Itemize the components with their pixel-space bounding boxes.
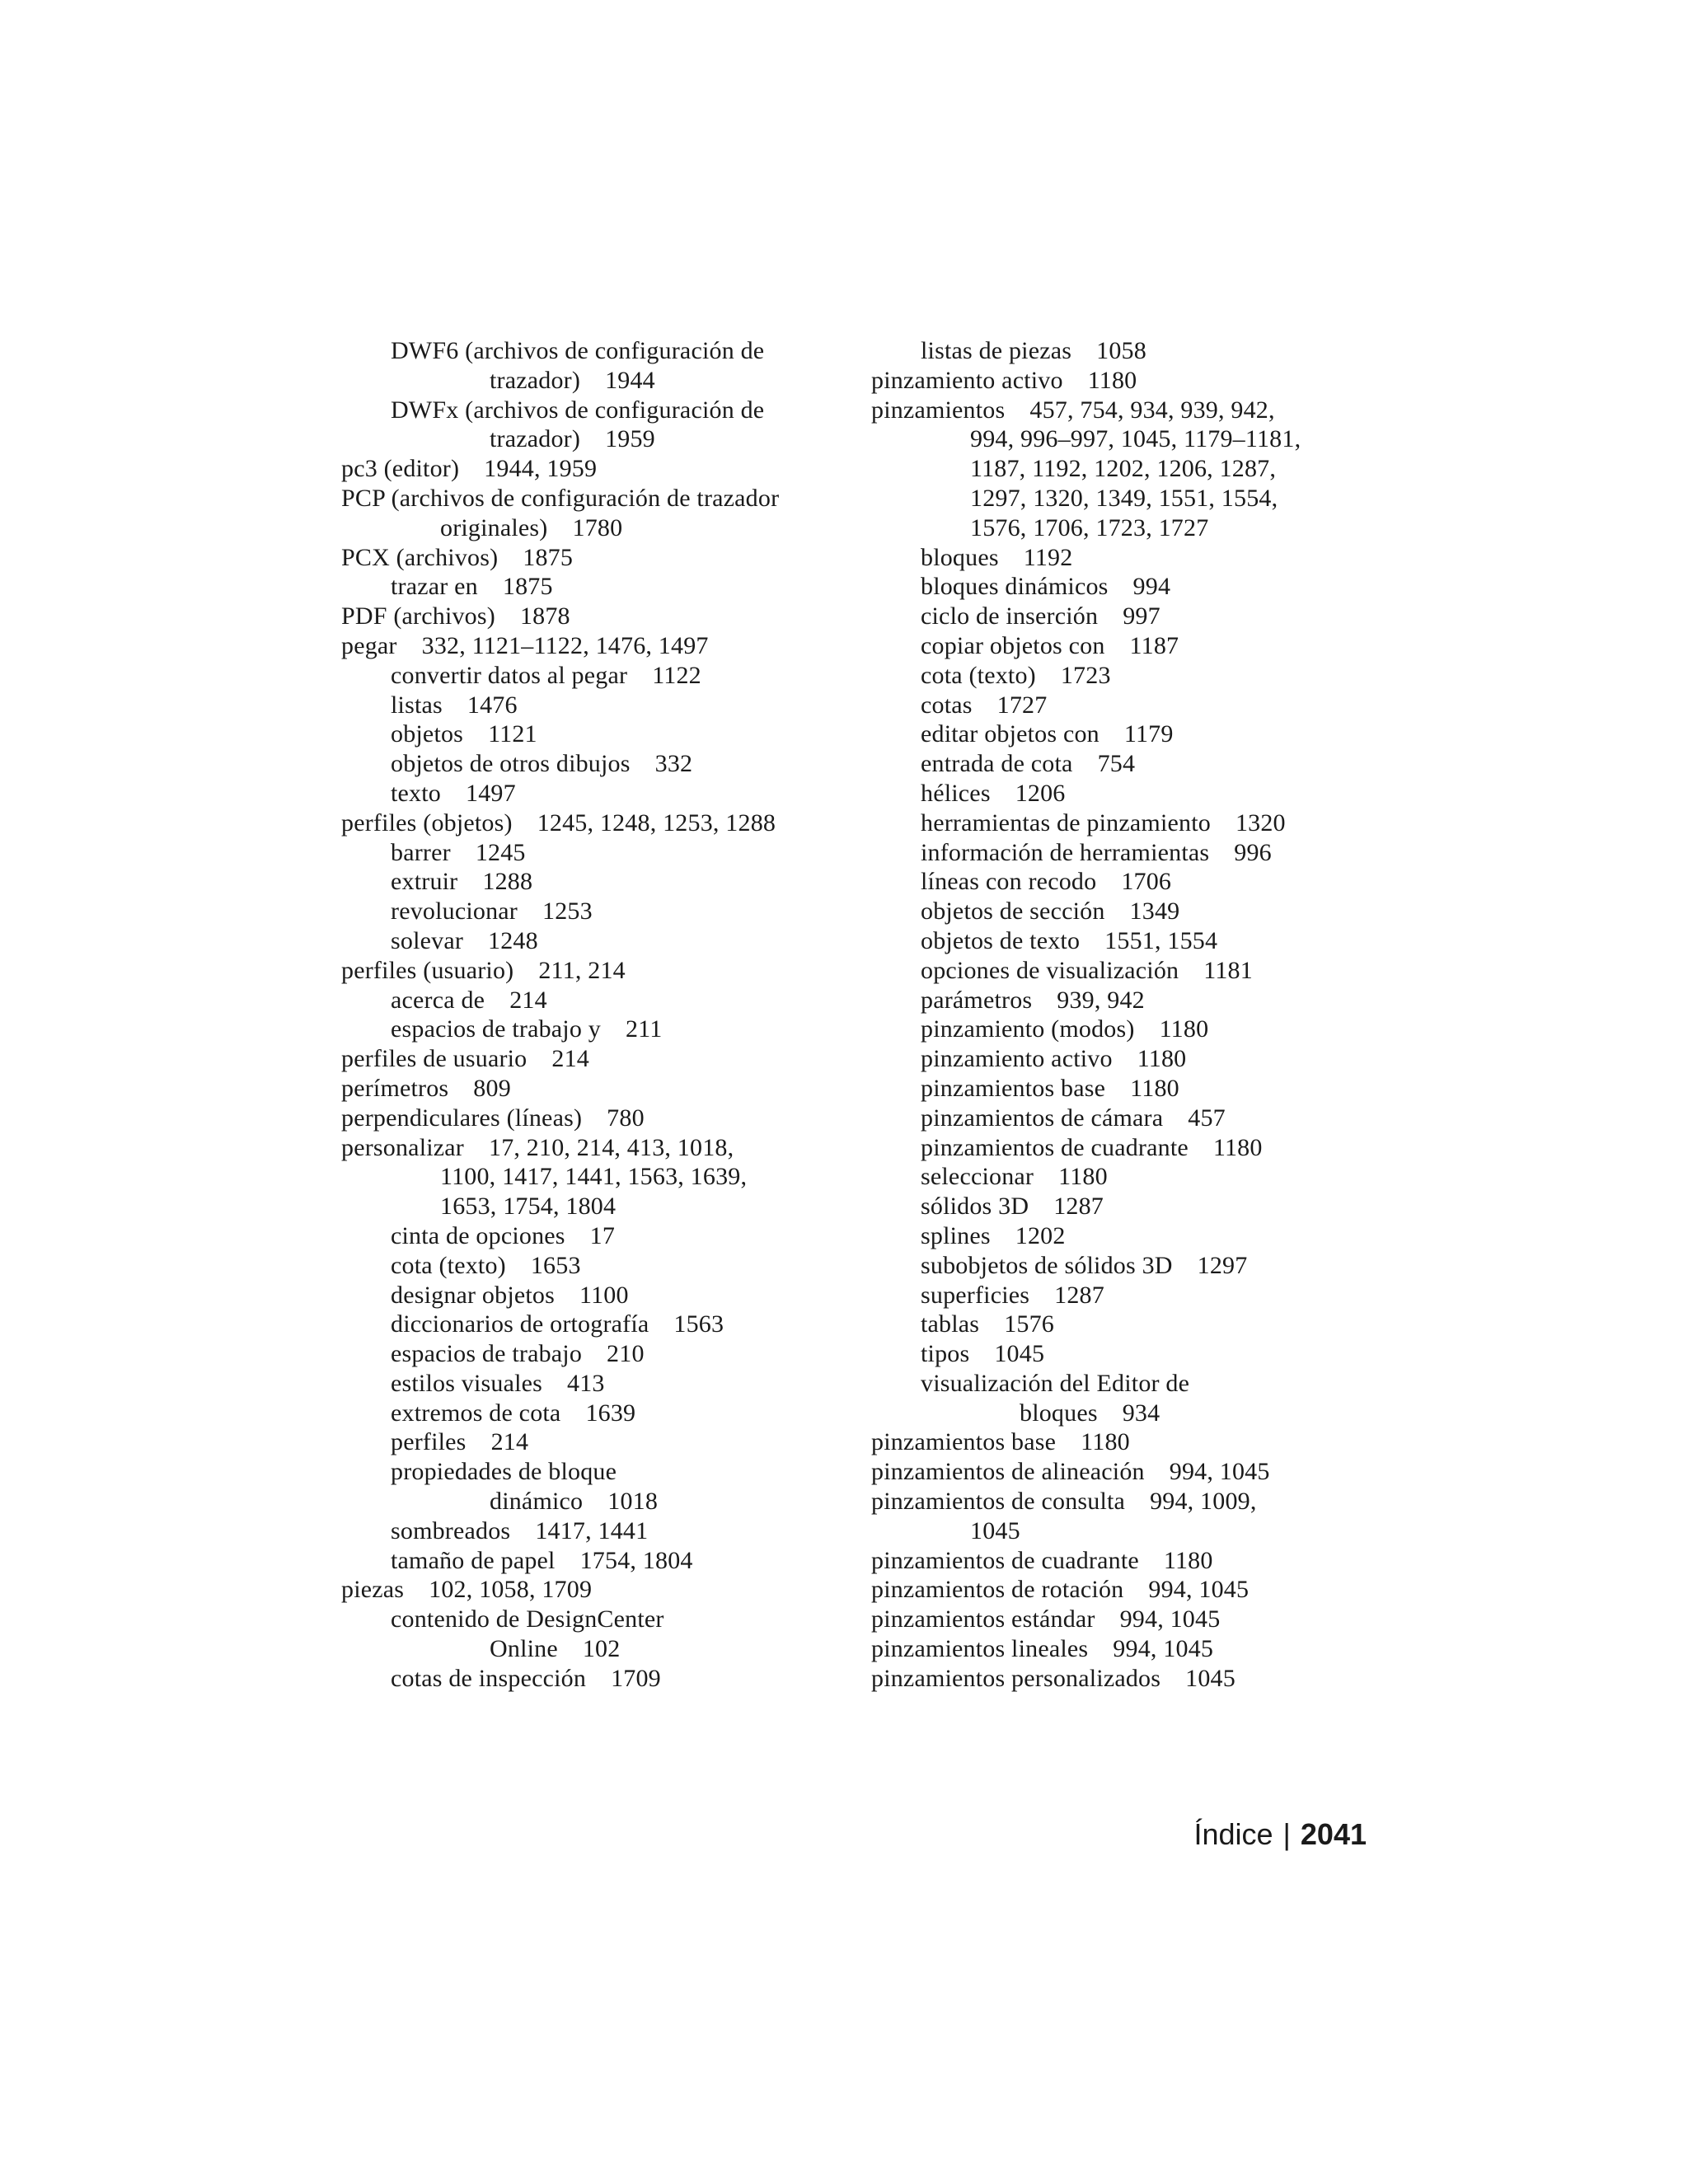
index-term: entrada de cota: [921, 750, 1073, 778]
index-page-refs: 1192: [1023, 543, 1073, 571]
index-term: objetos de otros dibujos: [391, 750, 631, 778]
index-page-refs: 413: [567, 1369, 605, 1397]
index-page-refs: 214: [490, 1428, 529, 1456]
index-page-refs: 211, 214: [538, 956, 626, 984]
index-page-refs: 1181: [1203, 956, 1253, 984]
index-entry: [341, 1664, 836, 1694]
index-term: cota (texto): [921, 661, 1036, 689]
index-entry: [341, 1044, 836, 1074]
index-term: sombreados: [391, 1516, 511, 1544]
index-entry: [871, 838, 1382, 868]
index-entry: [341, 956, 836, 986]
index-entry: [871, 602, 1382, 631]
index-term: propiedades de bloque: [391, 1458, 617, 1486]
index-term: tamaño de papel: [391, 1546, 556, 1574]
index-page-refs: 1297: [1197, 1251, 1248, 1279]
index-entry: [871, 1221, 1382, 1251]
index-term: diccionarios de ortografía: [391, 1310, 649, 1338]
index-entry: [341, 1221, 836, 1251]
index-entry: [871, 956, 1382, 986]
index-entry: [341, 396, 836, 425]
index-entry: [341, 838, 836, 868]
index-term: cotas de inspección: [391, 1664, 587, 1692]
index-term: estilos visuales: [391, 1369, 543, 1397]
index-entry: [341, 1162, 836, 1192]
index-term: pinzamiento (modos): [921, 1015, 1135, 1043]
index-entry: [871, 691, 1382, 720]
index-entry: [871, 1192, 1382, 1221]
index-entry: [341, 719, 836, 749]
index-entry: [871, 366, 1382, 396]
index-page-refs: 1248: [488, 926, 538, 954]
index-page-refs: 994, 1045: [1113, 1635, 1214, 1663]
index-page-refs: 939, 942: [1057, 986, 1145, 1014]
index-entry: [341, 543, 836, 573]
index-term: superficies: [921, 1281, 1030, 1309]
index-page-refs: 1576: [1004, 1310, 1054, 1338]
index-term: espacios de trabajo: [391, 1340, 583, 1368]
index-entry: [341, 1133, 836, 1163]
index-term: perpendiculares (líneas): [341, 1104, 583, 1132]
index-entry: [341, 926, 836, 956]
index-term: revolucionar: [391, 898, 518, 926]
index-entry: [871, 1015, 1382, 1044]
index-page-refs: 457: [1188, 1104, 1226, 1132]
index-entry: [871, 1427, 1382, 1457]
index-term: pinzamientos de cámara: [921, 1104, 1164, 1132]
index-term: tipos: [921, 1340, 970, 1368]
index-page-refs: 1045: [1185, 1664, 1236, 1692]
index-entry: [871, 779, 1382, 808]
index-term: tablas: [921, 1310, 980, 1338]
index-page-refs: 1754, 1804: [579, 1546, 693, 1574]
page-number: 2041: [1300, 1817, 1367, 1851]
index-term: líneas con recodo: [921, 868, 1097, 896]
index-page-refs: 754: [1097, 750, 1136, 778]
index-term: espacios de trabajo y: [391, 1015, 601, 1043]
index-page-refs: 210: [607, 1340, 645, 1368]
index-entry: [341, 1634, 836, 1664]
index-term: barrer: [391, 838, 451, 866]
index-page-refs: 1875: [502, 573, 553, 601]
index-page-refs: 1878: [519, 602, 570, 630]
index-entry: [341, 986, 836, 1015]
index-page-refs: 1780: [572, 513, 623, 541]
index-term: pinzamientos de rotación: [871, 1576, 1124, 1604]
index-entry: [871, 1044, 1382, 1074]
index-page-refs: 1180: [1087, 366, 1137, 394]
index-entry: [341, 897, 836, 926]
index-term: trazar en: [391, 573, 478, 601]
index-entry: [341, 1427, 836, 1457]
index-term: ciclo de inserción: [921, 602, 1099, 630]
index-term: texto: [391, 779, 441, 807]
index-page-refs: 1349: [1129, 898, 1180, 926]
index-page-refs: 1287: [1053, 1193, 1104, 1221]
index-entry: [871, 661, 1382, 691]
index-entry: [871, 1074, 1382, 1104]
index-page-refs: 102: [582, 1635, 621, 1663]
index-entry: [871, 1310, 1382, 1339]
index-entry: [871, 1399, 1382, 1428]
index-entry: [341, 1399, 836, 1428]
index-term: personalizar: [341, 1133, 464, 1161]
index-page-refs: 1100: [579, 1281, 629, 1309]
index-page-refs: 1288: [482, 868, 533, 896]
index-term: bloques dinámicos: [921, 573, 1109, 601]
index-entry: [871, 454, 1382, 484]
index-page-refs: 332: [654, 750, 693, 778]
index-entry: [341, 454, 836, 484]
index-term: cinta de opciones: [391, 1221, 565, 1249]
index-term: convertir datos al pegar: [391, 661, 628, 689]
index-term: copiar objetos con: [921, 631, 1105, 659]
index-term: piezas: [341, 1576, 405, 1604]
index-term: pinzamientos de cuadrante: [921, 1133, 1189, 1161]
index-entry: [341, 631, 836, 661]
index-page-refs: 1018: [607, 1488, 659, 1516]
index-entry: [871, 1162, 1382, 1192]
index-entry: [341, 779, 836, 808]
index-entry: [871, 631, 1382, 661]
index-term: contenido de DesignCenter: [391, 1605, 664, 1633]
index-entry: [341, 1369, 836, 1399]
index-page-refs: 994, 1009,: [1150, 1488, 1257, 1516]
index-page-refs: 1180: [1163, 1546, 1213, 1574]
index-entry: [871, 1575, 1382, 1605]
footer-separator: |: [1282, 1817, 1291, 1851]
index-page-refs: 1944, 1959: [484, 455, 598, 483]
index-page-refs: 809: [473, 1074, 511, 1102]
index-entry: [341, 1015, 836, 1044]
index-term: splines: [921, 1221, 991, 1249]
index-page-refs: 1179: [1123, 720, 1174, 748]
index-entry: [341, 808, 836, 838]
index-page-refs: 1206: [1015, 779, 1066, 807]
index-term: seleccionar: [921, 1163, 1034, 1191]
index-term: pinzamientos de alineación: [871, 1458, 1145, 1486]
index-term: pinzamientos de consulta: [871, 1488, 1126, 1516]
index-entry: [871, 1487, 1382, 1516]
index-term: pinzamientos base: [921, 1074, 1106, 1102]
index-page-refs: 1563: [673, 1310, 724, 1338]
index-page-refs: 1706: [1121, 868, 1172, 896]
index-page-refs: 934: [1122, 1399, 1160, 1427]
index-entry: [341, 513, 836, 543]
index-entry: [341, 1192, 836, 1221]
index-page-refs: 1058: [1096, 337, 1146, 364]
index-term: pinzamientos lineales: [871, 1635, 1089, 1663]
index-entry: [341, 1104, 836, 1133]
index-entry: [871, 336, 1382, 366]
index-entry: [341, 867, 836, 897]
index-page-refs: 1180: [1137, 1045, 1187, 1073]
index-page-refs: 1245: [475, 838, 526, 866]
index-term: DWF6 (archivos de configuración de: [391, 337, 765, 364]
index-entry: [871, 1251, 1382, 1281]
index-term: pinzamiento activo: [921, 1045, 1113, 1073]
index-entry: [871, 1516, 1382, 1546]
index-page-refs: 102, 1058, 1709: [429, 1576, 593, 1604]
index-entry: [341, 484, 836, 513]
index-page-refs: 1959: [605, 425, 655, 453]
index-term: perfiles: [391, 1428, 467, 1456]
index-page-refs: 994, 1045: [1169, 1458, 1270, 1486]
index-entry: [871, 1339, 1382, 1369]
index-term: bloques: [921, 543, 999, 571]
index-term: pinzamientos base: [871, 1428, 1057, 1456]
index-term: objetos de sección: [921, 898, 1105, 926]
index-entry: [871, 1281, 1382, 1310]
index-entry: [341, 661, 836, 691]
index-entry: [871, 1133, 1382, 1163]
index-entry: [341, 1605, 836, 1634]
index-term: 1100, 1417, 1441, 1563, 1639,: [440, 1163, 748, 1191]
index-entry: [871, 897, 1382, 926]
index-page-refs: 1121: [488, 720, 537, 748]
index-entry: [871, 484, 1382, 513]
index-term: parámetros: [921, 986, 1033, 1014]
index-term: opciones de visualización: [921, 956, 1179, 984]
index-entry: [871, 1457, 1382, 1487]
index-page-refs: 1709: [611, 1664, 661, 1692]
index-entry: [871, 1664, 1382, 1694]
index-entry: [341, 691, 836, 720]
index-entry: [341, 424, 836, 454]
index-entry: [871, 543, 1382, 573]
index-term: designar objetos: [391, 1281, 555, 1309]
index-entry: [341, 1516, 836, 1546]
index-page-refs: 1180: [1081, 1428, 1130, 1456]
index-entry: [871, 1104, 1382, 1133]
index-page-refs: 1180: [1130, 1074, 1179, 1102]
index-term: Online: [490, 1635, 558, 1663]
index-term: pc3 (editor): [341, 455, 460, 483]
index-entry: [341, 1251, 836, 1281]
index-entry: [871, 396, 1382, 425]
index-page-refs: 994: [1132, 573, 1171, 601]
index-page-refs: 1875: [523, 543, 574, 571]
index-column-left: [341, 336, 836, 1694]
index-page-refs: 1180: [1058, 1163, 1108, 1191]
footer-label: Índice: [1193, 1817, 1273, 1851]
index-term: pinzamientos estándar: [871, 1605, 1095, 1633]
index-term: 1187, 1192, 1202, 1206, 1287,: [970, 455, 1277, 483]
index-page-refs: 1476: [467, 691, 518, 719]
index-page-refs: 994, 1045: [1148, 1576, 1250, 1604]
index-page-refs: 780: [607, 1104, 645, 1132]
index-entry: [871, 867, 1382, 897]
index-entry: [871, 719, 1382, 749]
index-page-refs: 1497: [466, 779, 516, 807]
index-entry: [871, 1369, 1382, 1399]
index-term: perfiles (objetos): [341, 808, 513, 837]
index-term: hélices: [921, 779, 991, 807]
index-page-refs: 994, 1045: [1119, 1605, 1221, 1633]
index-term: perfiles de usuario: [341, 1045, 528, 1073]
page-footer: [1193, 1817, 1367, 1852]
index-page-refs: 1944: [605, 366, 655, 394]
index-page-refs: 214: [509, 986, 547, 1014]
index-entry: [341, 1281, 836, 1310]
index-page-refs: 214: [551, 1045, 589, 1073]
index-term: pinzamientos de cuadrante: [871, 1546, 1139, 1574]
index-page-refs: 17, 210, 214, 413, 1018,: [489, 1133, 734, 1161]
index-term: originales): [440, 513, 548, 541]
index-page-refs: 332, 1121–1122, 1476, 1497: [421, 631, 709, 659]
index-term: listas: [391, 691, 443, 719]
index-page-refs: 1417, 1441: [535, 1516, 649, 1544]
index-term: subobjetos de sólidos 3D: [921, 1251, 1173, 1279]
index-entry: [871, 986, 1382, 1015]
index-term: herramientas de pinzamiento: [921, 808, 1211, 837]
index-term: cota (texto): [391, 1251, 506, 1279]
index-term: trazador): [490, 366, 581, 394]
index-entry: [341, 1310, 836, 1339]
index-term: acerca de: [391, 986, 485, 1014]
index-term: visualización del Editor de: [921, 1369, 1190, 1397]
index-term: editar objetos con: [921, 720, 1100, 748]
index-entry: [871, 572, 1382, 602]
index-term: solevar: [391, 926, 464, 954]
index-entry: [871, 424, 1382, 454]
index-page-refs: 1653: [530, 1251, 581, 1279]
index-term: objetos de texto: [921, 926, 1081, 954]
index-entry: [341, 602, 836, 631]
index-term: dinámico: [490, 1488, 584, 1516]
index-term: listas de piezas: [921, 337, 1072, 364]
index-term: pegar: [341, 631, 397, 659]
index-column-right: [871, 336, 1382, 1694]
index-page-refs: 17: [589, 1221, 616, 1249]
index-page-refs: 1723: [1060, 661, 1111, 689]
index-term: pinzamiento activo: [871, 366, 1063, 394]
index-term: pinzamientos personalizados: [871, 1664, 1161, 1692]
index-entry: [341, 366, 836, 396]
index-entry: [341, 336, 836, 366]
index-page-refs: 1245, 1248, 1253, 1288: [537, 808, 776, 837]
index-page-refs: 1180: [1212, 1133, 1263, 1161]
index-entry: [341, 1575, 836, 1605]
index-entry: [341, 1546, 836, 1576]
index-page-refs: 1187: [1129, 631, 1179, 659]
index-entry: [341, 749, 836, 779]
index-page-refs: 997: [1123, 602, 1160, 630]
index-page-refs: 1320: [1235, 808, 1286, 837]
index-term: PDF (archivos): [341, 602, 495, 630]
index-entry: [871, 926, 1382, 956]
index-entry: [871, 513, 1382, 543]
index-page-refs: 1287: [1054, 1281, 1104, 1309]
index-page-refs: 1639: [585, 1399, 636, 1427]
index-page-refs: 1122: [652, 661, 701, 689]
index-term: 1045: [970, 1516, 1020, 1544]
index-page-refs: 1202: [1015, 1221, 1066, 1249]
index-term: DWFx (archivos de configuración de: [391, 396, 765, 424]
index-page-refs: 1180: [1159, 1015, 1209, 1043]
index-entry: [341, 1339, 836, 1369]
index-page-refs: 996: [1234, 838, 1272, 866]
index-term: pinzamientos: [871, 396, 1006, 424]
index-term: objetos: [391, 720, 464, 748]
index-term: bloques: [1020, 1399, 1098, 1427]
index-entry: [871, 808, 1382, 838]
index-term: sólidos 3D: [921, 1193, 1029, 1221]
index-term: 1576, 1706, 1723, 1727: [970, 513, 1209, 541]
index-page-refs: 1551, 1554: [1104, 926, 1218, 954]
index-term: PCX (archivos): [341, 543, 499, 571]
index-term: extremos de cota: [391, 1399, 561, 1427]
index-term: PCP (archivos de configuración de trazador: [341, 484, 780, 512]
index-entry: [871, 749, 1382, 779]
index-page-refs: 457, 754, 934, 939, 942,: [1029, 396, 1275, 424]
index-term: perímetros: [341, 1074, 449, 1102]
index-term: 1297, 1320, 1349, 1551, 1554,: [970, 484, 1278, 512]
index-entry: [341, 1457, 836, 1487]
index-entry: [871, 1605, 1382, 1634]
index-term: trazador): [490, 425, 581, 453]
index-page-refs: 211: [625, 1015, 663, 1043]
index-entry: [871, 1546, 1382, 1576]
index-page-refs: 1253: [542, 898, 593, 926]
index-term: 1653, 1754, 1804: [440, 1193, 617, 1221]
index-page-refs: 1727: [996, 691, 1048, 719]
index-entry: [341, 1074, 836, 1104]
index-entry: [341, 572, 836, 602]
index-entry: [871, 1634, 1382, 1664]
index-page-refs: 1045: [994, 1340, 1045, 1368]
index-term: cotas: [921, 691, 973, 719]
index-entry: [341, 1487, 836, 1516]
index-term: extruir: [391, 868, 458, 896]
index-term: información de herramientas: [921, 838, 1210, 866]
index-term: perfiles (usuario): [341, 956, 514, 984]
index-term: 994, 996–997, 1045, 1179–1181,: [970, 425, 1301, 453]
